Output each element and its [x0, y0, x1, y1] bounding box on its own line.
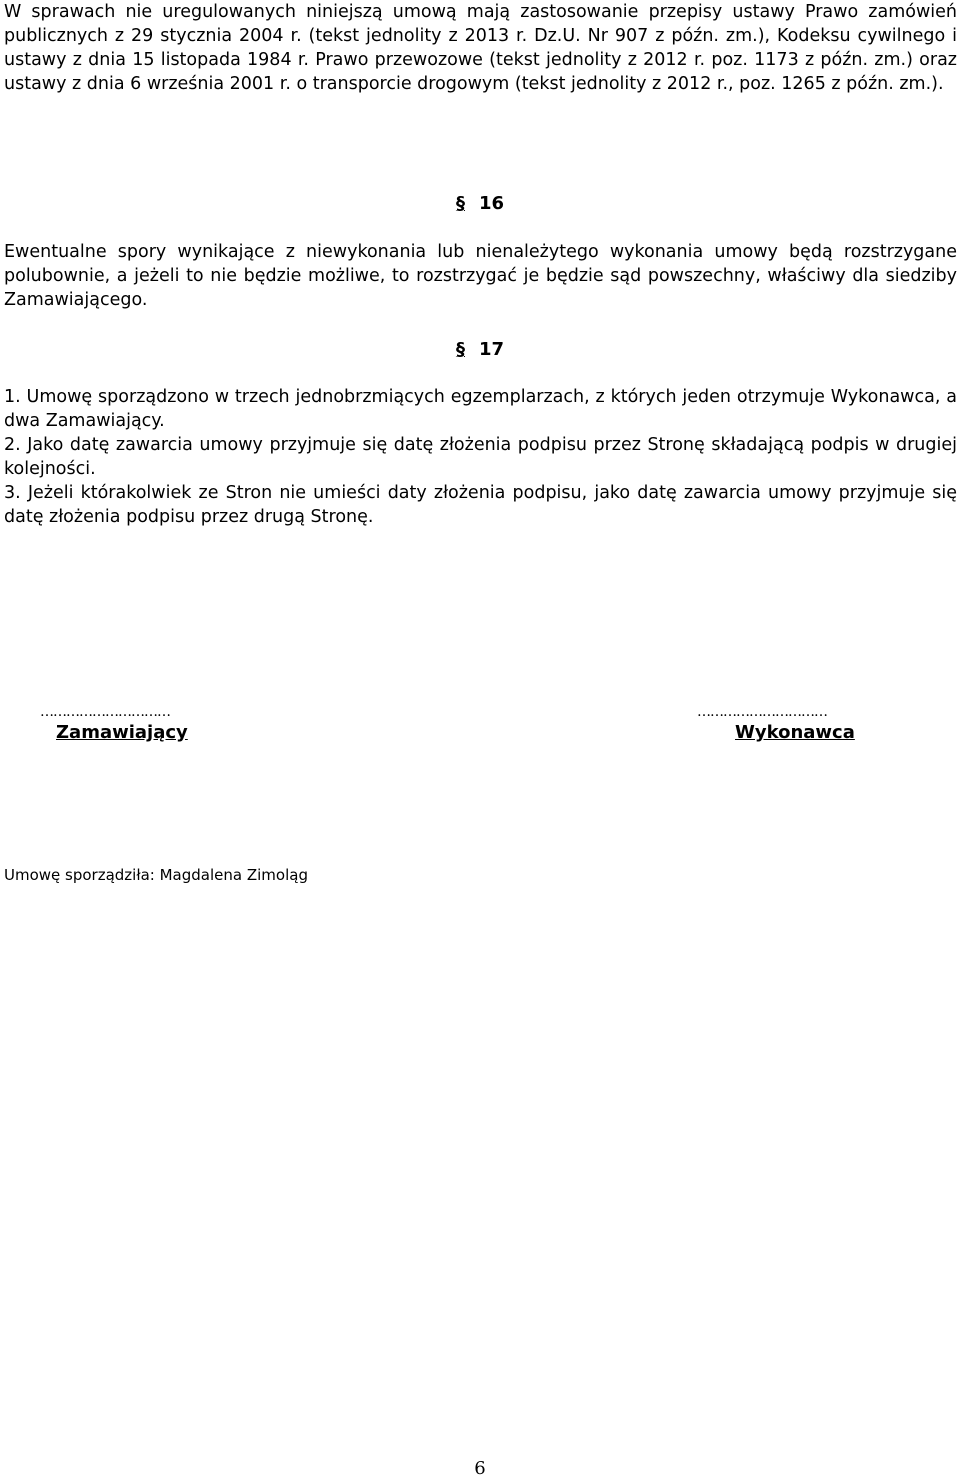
section-number: 16 [478, 193, 505, 214]
section-sign: § [455, 339, 465, 360]
section-17-item-1: 1. Umowę sporządzono w trzech jednobrzmiących egzemplarzach, z których jeden otrzymuje Wykonawca, a dwa Zamawiający. [4, 387, 957, 431]
section-number: 17 [478, 339, 505, 360]
section-16-heading [0, 192, 960, 216]
prepared-by: Umowę sporządziła: Magdalena Zimoląg [4, 866, 308, 884]
signature-label-right: Wykonawca [735, 722, 855, 743]
section-17-item-3: 3. Jeżeli którakolwiek ze Stron nie umieści daty złożenia podpisu, jako datę zawarcia umowy przyjmuje się datę złożenia podpisu przez drugą Stronę. [4, 483, 957, 527]
section-17-heading [0, 338, 960, 362]
signature-line-right: ………………………… [697, 704, 827, 720]
intro-paragraph: W sprawach nie uregulowanych niniejszą umową mają zastosowanie przepisy ustawy Prawo zamówień publicznych z 29 stycznia 2004 r. (tekst jednolity z 2013 r. Dz.U. Nr 907 z późn. zm.), Kodeksu cywilnego i ustawy z dnia 15 listopada 1984 r. Prawo przewozowe (tekst jednolity z 2012 r. poz. 1173 z późn. zm.) oraz ustawy z dnia 6 września 2001 r. o transporcie drogowym (tekst jednolity z 2012 r., poz. 1265 z późn. zm.). [4, 2, 957, 94]
section-sign: § [455, 193, 465, 214]
page-number: 6 [474, 1458, 486, 1479]
section-17-item-2: 2. Jako datę zawarcia umowy przyjmuje się datę złożenia podpisu przez Stronę składającą podpis w drugiej kolejności. [4, 435, 957, 479]
signature-label-left: Zamawiający [56, 722, 188, 743]
signature-line-left: ………………………… [40, 704, 170, 720]
section-16-paragraph: Ewentualne spory wynikające z niewykonania lub nienależytego wykonania umowy będą rozstrzygane polubownie, a jeżeli to nie będzie możliwe, to rozstrzygać je będzie sąd powszechny, właściwy dla siedziby Zamawiającego. [4, 242, 957, 310]
